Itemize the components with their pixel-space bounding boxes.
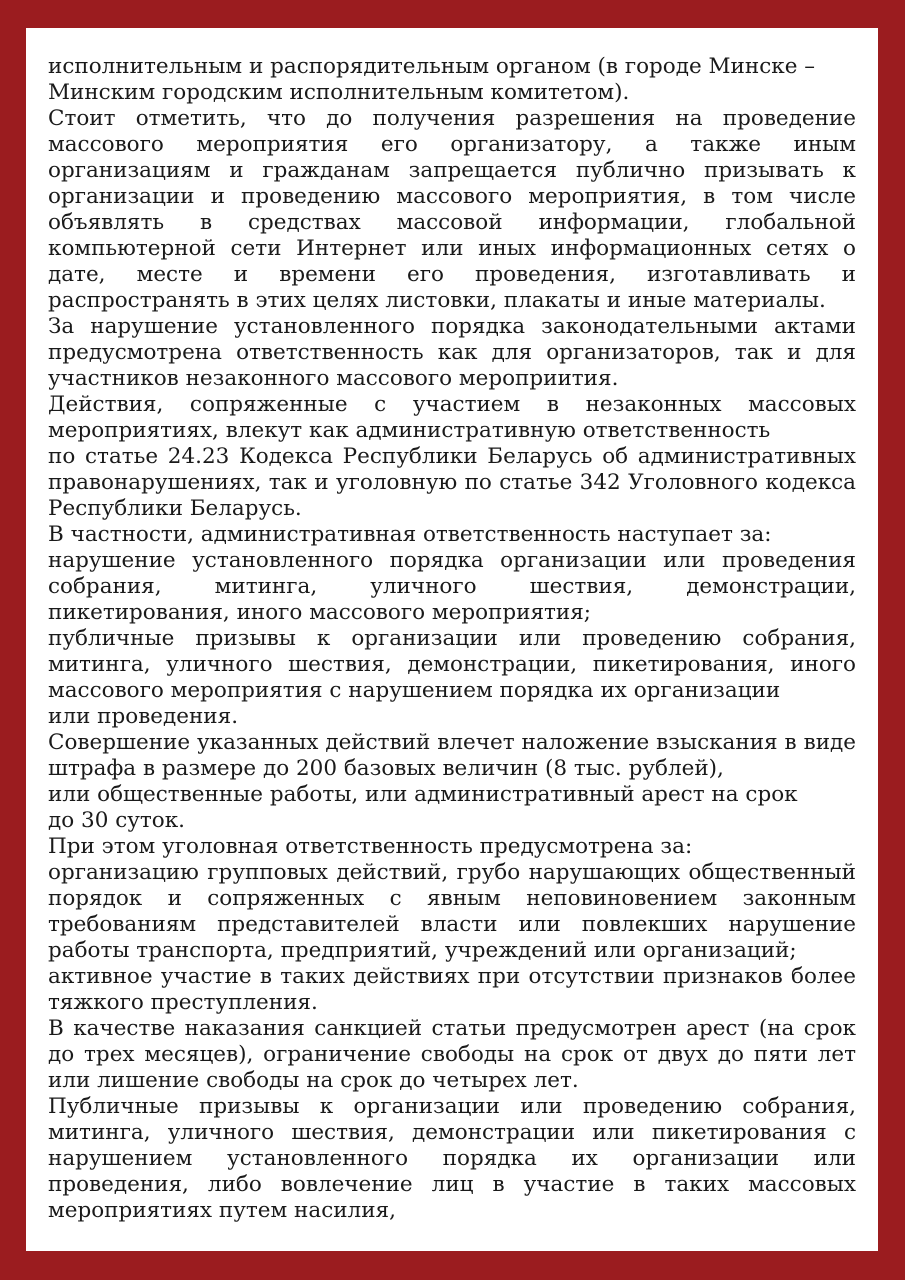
paragraph-admin-liability-intro: В частности, административная ответственность наступает за:	[48, 522, 772, 547]
paragraph-admin-penalty: Совершение указанных действий влечет наложение взыскания в виде штрафа в размере до 200 базовых величин (8 тыс. рублей), или общественные работы, или административный арест на срок до 30 суток.	[48, 730, 856, 833]
paragraph-prohibition-before-permit: Стоит отметить, что до получения разрешения на проведение массового мероприятия его организатору, а также иным организациям и гражданам запрещается публично призывать к организации и проведению массового мероприятия, в том числе объявлять в средствах массовой информации, глобальной компьютерной сети Интернет или иных информационных сетях о дате, месте и времени его проведения, изготавливать и распространять в этих целях листовки, плакаты и иные материалы.	[48, 106, 856, 313]
document-text	[48, 54, 856, 1224]
paragraph-criminal-liability-intro: При этом уголовная ответственность предусмотрена за:	[48, 834, 693, 859]
paragraph-admin-item-1: нарушение установленного порядка организации или проведения собрания, митинга, уличного шествия, демонстрации, пикетирования, иного массового мероприятия;	[48, 548, 856, 625]
paragraph-executive-body: исполнительным и распорядительным органом (в городе Минске – Минским городским исполнительным комитетом).	[48, 54, 815, 105]
paragraph-liability-violation: За нарушение установленного порядка законодательными актами предусмотрена ответственность как для организаторов, так и для участников незаконного массового мероприития.	[48, 314, 856, 391]
paragraph-admin-item-2: публичные призывы к организации или проведению собрания, митинга, уличного шествия, демонстрации, пикетирования, иного массового мероприятия с нарушением порядка их организации или проведения.	[48, 626, 856, 729]
paragraph-criminal-item-2: активное участие в таких действиях при отсутствии признаков более тяжкого преступления.	[48, 964, 856, 1015]
paragraph-public-calls: Публичные призывы к организации или проведению собрания, митинга, уличного шествия, демонстрации или пикетирования с нарушением установленного порядка их организации или проведения, либо вовлечение лиц в участие в таких массовых мероприятиях путем насилия,	[48, 1094, 856, 1223]
document-page	[26, 28, 878, 1251]
paragraph-actions-liability: Действия, сопряженные с участием в незаконных массовых мероприятиях, влекут как административную ответственность по статье 24.23 Кодекса Республики Беларусь об административных правонарушениях, так и уголовную по статье 342 Уголовного кодекса Республики Беларусь.	[48, 392, 856, 521]
paragraph-criminal-item-1: организацию групповых действий, грубо нарушающих общественный порядок и сопряженных с явным неповиновением законным требованиям представителей власти или повлекших нарушение работы транспорта, предприятий, учреждений или организаций;	[48, 860, 856, 963]
paragraph-criminal-penalty: В качестве наказания санкцией статьи предусмотрен арест (на срок до трех месяцев), ограничение свободы на срок от двух до пяти лет или лишение свободы на срок до четырех лет.	[48, 1016, 856, 1093]
